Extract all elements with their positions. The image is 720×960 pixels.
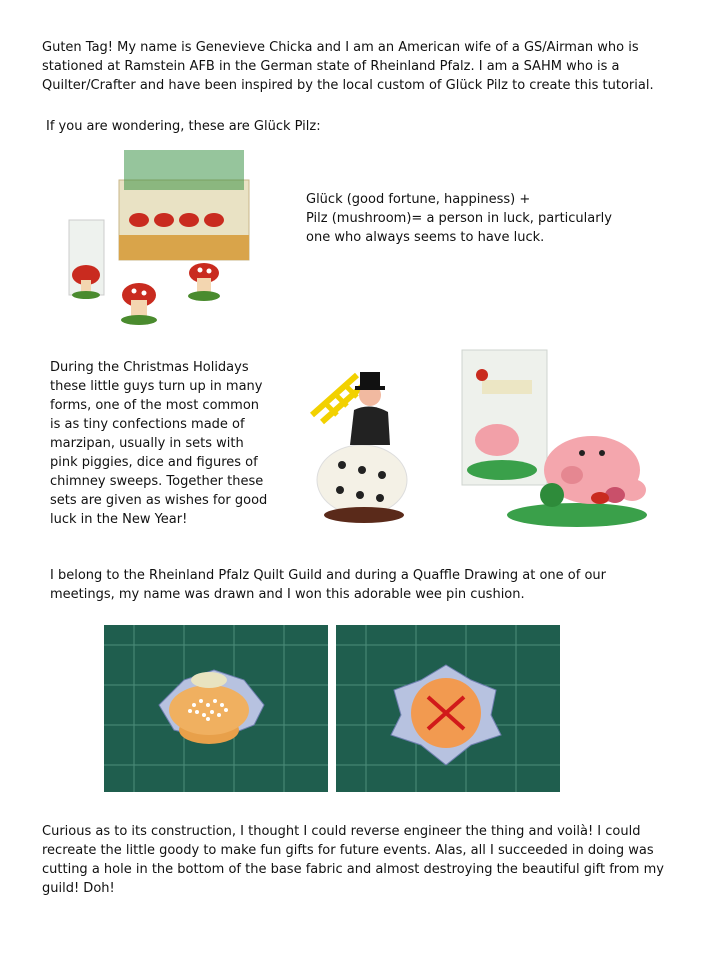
chimney-sweep-photo — [292, 350, 427, 530]
definition-block — [306, 190, 626, 247]
pin-cushion-photo-top — [104, 625, 328, 792]
mushroom-marzipan-photo — [64, 140, 254, 340]
holiday-paragraph: During the Christmas Holidays these little guys turn up in many forms, one of the most common is as tiny confections made of marzipan, usually in sets with pink piggies, dice and figures of chimney sweeps. Together these sets are given as wishes for good luck in the New Year! — [50, 360, 268, 527]
wondering-line: If you are wondering, these are Glück Pilz: — [46, 119, 321, 134]
pin-cushion-photo-bottom — [336, 625, 560, 792]
guild-paragraph: I belong to the Rheinland Pfalz Quilt Guild and during a Quaffle Drawing at one of our meetings, my name was drawn and I won this adorable wee pin cushion. — [50, 568, 606, 602]
pig-marzipan-photo — [452, 345, 657, 530]
intro-paragraph: Guten Tag! My name is Genevieve Chicka and I am an American wife of a GS/Airman who is stationed at Ramstein AFB in the German state of Rheinland Pfalz. I am a SAHM who is a Quilter/Crafter and have been inspired by the local custom of Glück Pilz to create this tutorial. — [42, 40, 654, 93]
definition-line-2: Pilz (mushroom)= a person in luck, particularly one who always seems to have luck. — [306, 211, 612, 245]
curious-paragraph: Curious as to its construction, I thought I could reverse engineer the thing and voilà! I could recreate the little goody to make fun gifts for future events. Alas, all I succeeded in doing was cutting a hole in the bottom of the base fabric and almost destroying the beautiful gift from my guild! Doh! — [42, 824, 664, 896]
definition-line-1: Glück (good fortune, happiness) + — [306, 192, 531, 207]
